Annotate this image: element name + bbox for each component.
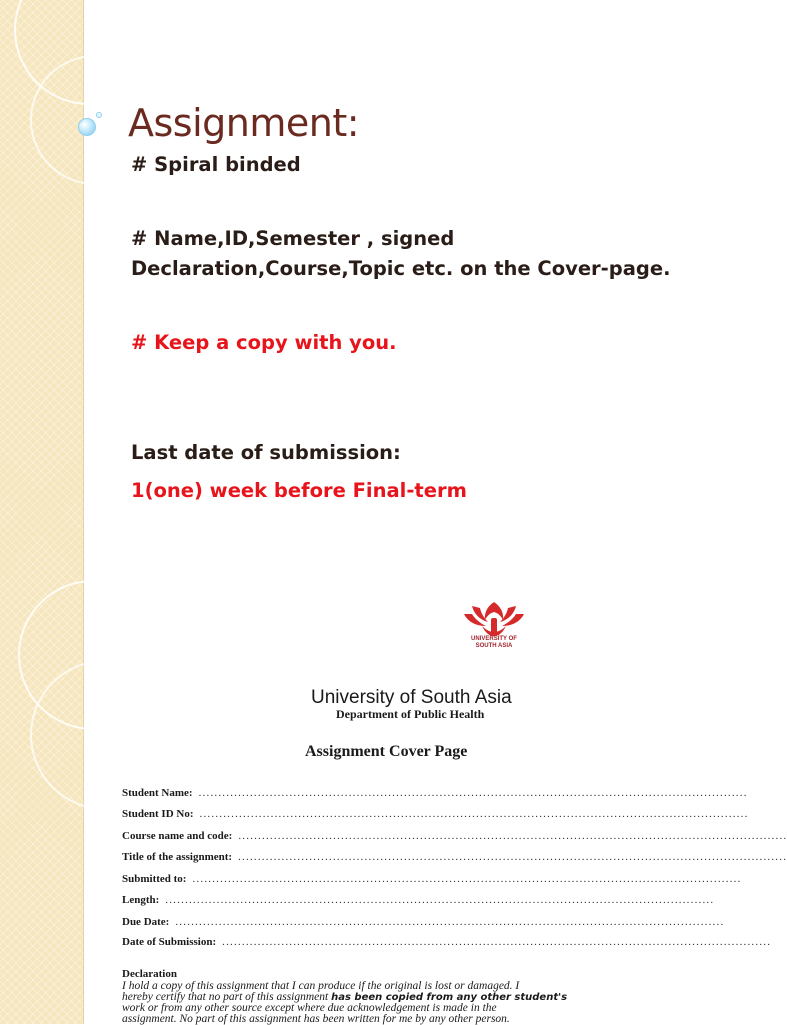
logo-text: UNIVERSITY OF: [471, 636, 517, 642]
field-dotted-line: ...........................................................................................................................................: [238, 851, 787, 863]
bullet-cover-page-details: [131, 224, 670, 284]
field-label: Due Date:: [122, 916, 170, 928]
bullet-line: # Name,ID,Semester , signed: [131, 227, 455, 250]
department-name: Department of Public Health: [336, 707, 485, 721]
declaration-line: work or from any other source except where due acknowledgement is made in the: [122, 1002, 497, 1014]
field-dotted-line: ...........................................................................................................................................: [199, 808, 749, 820]
field-length: [122, 894, 718, 908]
field-submitted-to: [122, 873, 742, 887]
field-label: Title of the assignment:: [122, 851, 233, 863]
field-dotted-line: ...........................................................................................................................................: [175, 916, 725, 928]
field-dotted-line: ...........................................................................................................................................: [192, 873, 742, 885]
declaration-text: hereby certify that no part of this assignment: [122, 991, 332, 1003]
field-label: Length:: [122, 894, 160, 906]
field-due-date: [122, 916, 725, 930]
field-label: Course name and code:: [122, 830, 233, 842]
university-name: University of South Asia: [311, 687, 512, 708]
bullet-keep-copy: # Keep a copy with you.: [131, 331, 397, 354]
logo-text: SOUTH ASIA: [475, 643, 513, 649]
decorative-bubble-icon: [96, 112, 102, 118]
decorative-side-strip: [0, 0, 84, 1024]
declaration-line: I hold a copy of this assignment that I can produce if the original is lost or damaged. I: [122, 980, 520, 992]
field-dotted-line: ...........................................................................................................................................: [238, 830, 787, 842]
slide-title: Assignment:: [128, 101, 360, 145]
field-student-name: [122, 787, 748, 801]
field-date-of-submission: [122, 936, 772, 950]
cover-page-title: Assignment Cover Page: [305, 743, 468, 760]
last-date-label: Last date of submission:: [131, 441, 401, 464]
field-assignment-title: [122, 851, 787, 865]
last-date-value: 1(one) week before Final-term: [131, 479, 467, 502]
field-label: Submitted to:: [122, 873, 187, 885]
bullet-spiral-binded: # Spiral binded: [131, 153, 301, 176]
field-dotted-line: ...........................................................................................................................................: [198, 787, 748, 799]
field-label: Student Name:: [122, 787, 193, 799]
field-course-name: [122, 830, 787, 844]
field-label: Date of Submission:: [122, 936, 217, 948]
bullet-line: Declaration,Course,Topic etc. on the Cover-page.: [131, 257, 671, 280]
decorative-bubble-icon: [78, 118, 96, 136]
field-student-id: [122, 808, 749, 822]
field-label: Student ID No:: [122, 808, 194, 820]
field-dotted-line: ...........................................................................................................................................: [222, 936, 772, 948]
field-dotted-line: ...........................................................................................................................................: [165, 894, 715, 906]
declaration-emphasis: has been copied from any other student's: [331, 992, 568, 1003]
declaration-heading: Declaration: [122, 968, 177, 980]
declaration-line: assignment. No part of this assignment has been written for me by any other person.: [122, 1013, 510, 1025]
